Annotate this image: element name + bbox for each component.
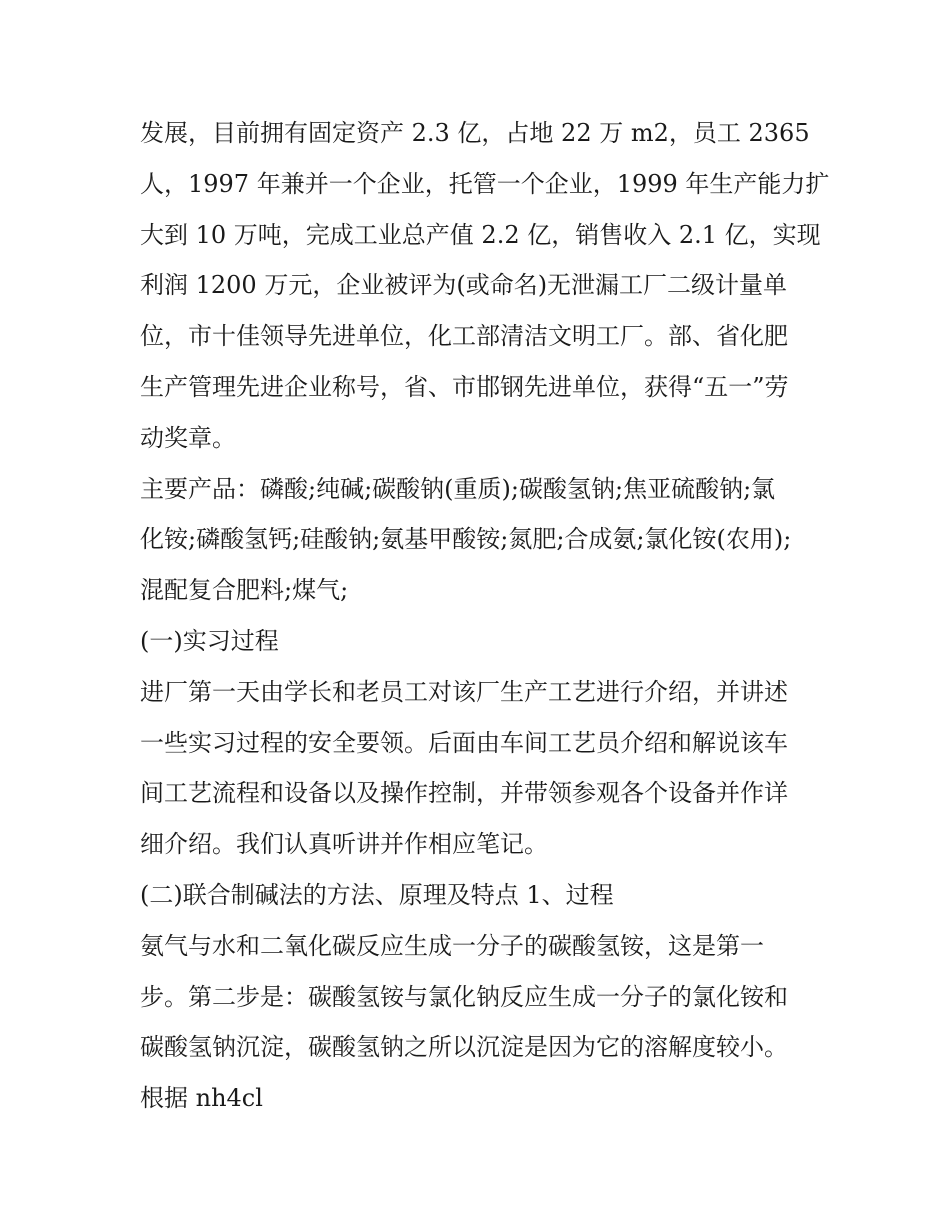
text-line: 间工艺流程和设备以及操作控制，并带领参观各个设备并作详 bbox=[140, 779, 788, 808]
paragraph-soda-process-steps bbox=[140, 921, 820, 1124]
paragraph-company-overview bbox=[140, 108, 830, 464]
text-line: 生产管理先进企业称号，省、市邯钢先进单位，获得“五一”劳 bbox=[140, 372, 789, 401]
text-line: 大到 10 万吨，完成工业总产值 2.2 亿，销售收入 2.1 亿，实现 bbox=[140, 220, 821, 249]
text-line: 主要产品：磷酸;纯碱;碳酸钠(重质);碳酸氢钠;焦亚硫酸钠;氯 bbox=[140, 474, 776, 503]
section-heading-combined-soda-process bbox=[140, 870, 820, 921]
heading-line: (一)实习过程 bbox=[140, 626, 279, 655]
text-line: 位，市十佳领导先进单位，化工部清洁文明工厂。部、省化肥 bbox=[140, 322, 788, 351]
heading-line: (二)联合制碱法的方法、原理及特点 1、过程 bbox=[140, 880, 614, 909]
text-line: 碳酸氢钠沉淀，碳酸氢钠之所以沉淀是因为它的溶解度较小。 bbox=[140, 1033, 788, 1062]
text-line: 进厂第一天由学长和老员工对该厂生产工艺进行介绍，并讲述 bbox=[140, 677, 788, 706]
text-line: 混配复合肥料;煤气; bbox=[140, 576, 349, 605]
text-line: 利润 1200 万元，企业被评为(或命名)无泄漏工厂二级计量单 bbox=[140, 271, 788, 300]
text-line: 动奖章。 bbox=[140, 423, 236, 452]
text-line: 一些实习过程的安全要领。后面由车间工艺员介绍和解说该车 bbox=[140, 728, 788, 757]
paragraph-internship-process bbox=[140, 667, 820, 870]
text-line: 化铵;磷酸氢钙;硅酸钠;氨基甲酸铵;氮肥;合成氨;氯化铵(农用); bbox=[140, 525, 792, 554]
text-line: 氨气与水和二氧化碳反应生成一分子的碳酸氢铵，这是第一 bbox=[140, 931, 764, 960]
text-line: 细介绍。我们认真听讲并作相应笔记。 bbox=[140, 830, 548, 859]
text-line: 人，1997 年兼并一个企业，托管一个企业，1999 年生产能力扩 bbox=[140, 169, 830, 198]
text-line: 步。第二步是：碳酸氢铵与氯化钠反应生成一分子的氯化铵和 bbox=[140, 982, 788, 1011]
text-line: 发展，目前拥有固定资产 2.3 亿，占地 22 万 m2，员工 2365 bbox=[140, 119, 810, 147]
paragraph-main-products bbox=[140, 464, 820, 616]
document-body bbox=[140, 108, 830, 1124]
text-line: 根据 nh4cl bbox=[140, 1084, 263, 1113]
section-heading-internship-process bbox=[140, 616, 820, 667]
